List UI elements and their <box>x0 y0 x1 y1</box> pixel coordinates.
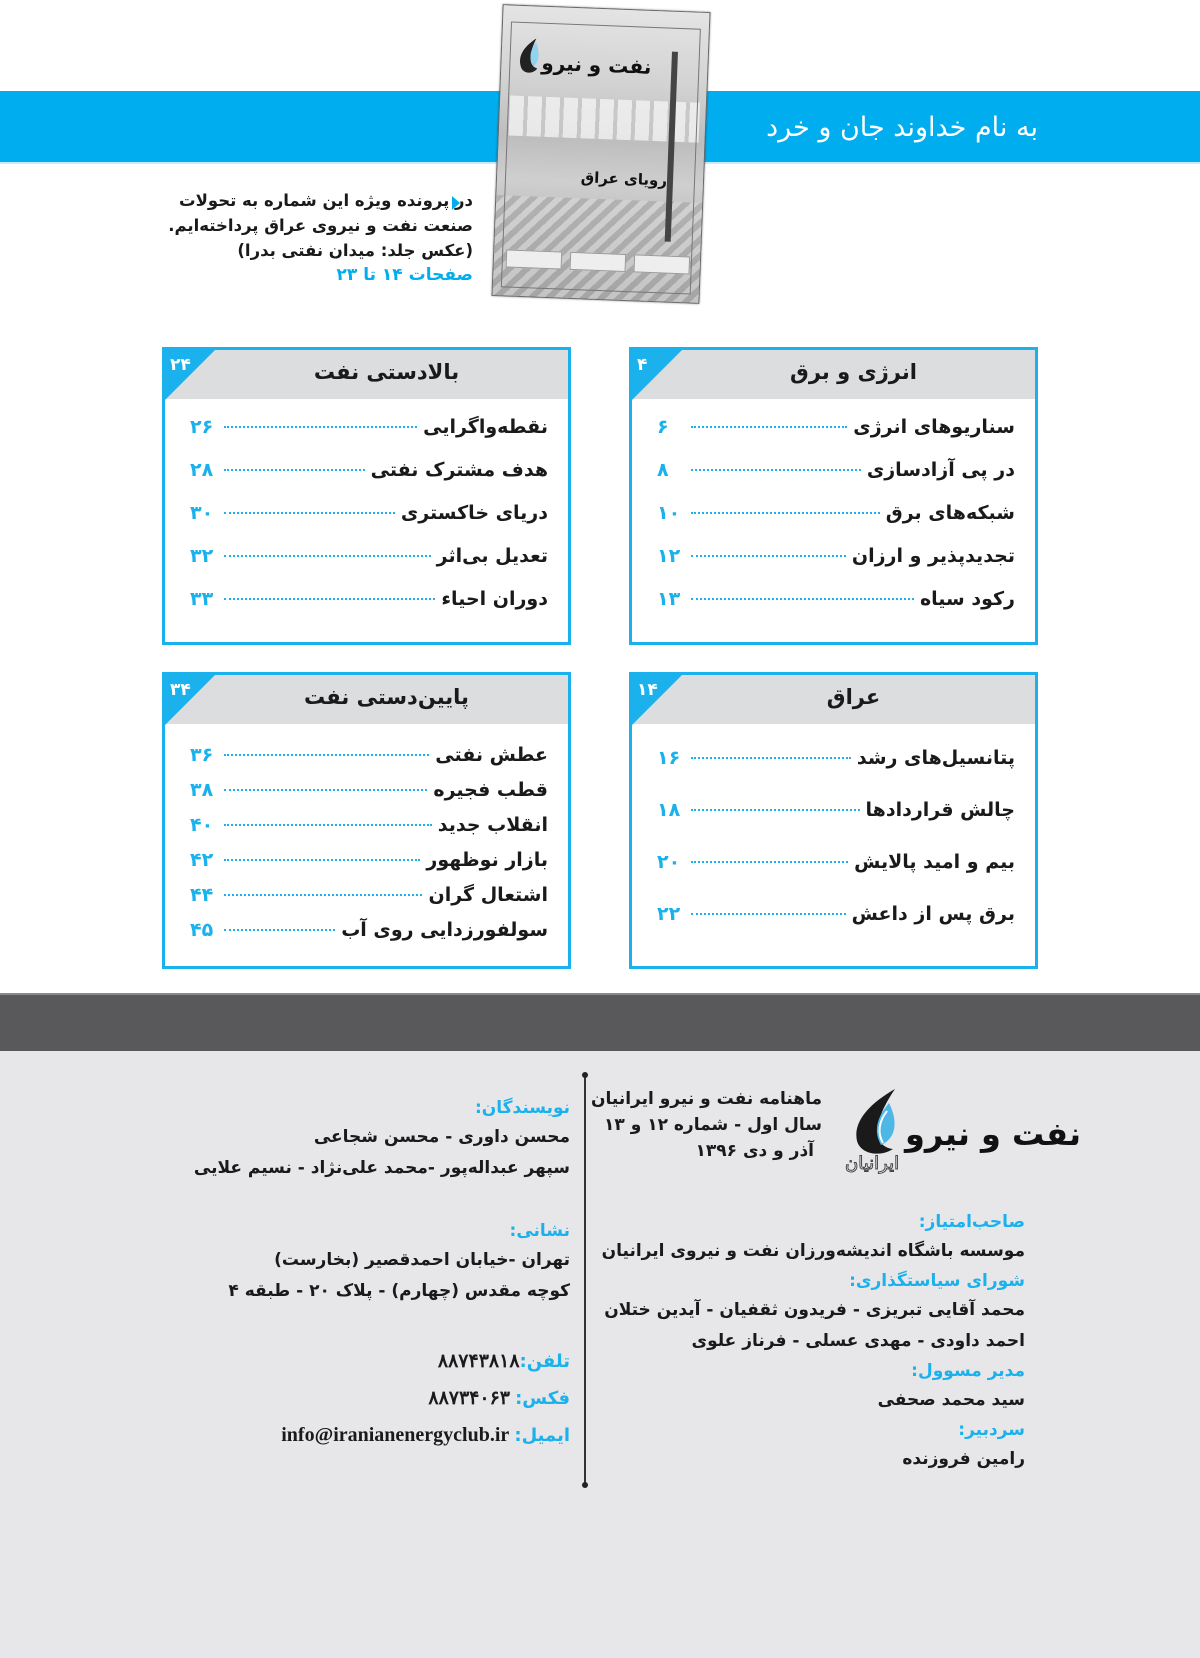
dot-leader <box>691 555 846 557</box>
policy-council-label: شورای سیاستگذاری: <box>849 1271 1025 1291</box>
toc-section-energy <box>629 347 1038 645</box>
toc-item-title: قطب فجیره <box>433 779 548 801</box>
toc-item-page: ۴۵ <box>190 919 214 941</box>
toc-item-title: پتانسیل‌های رشد <box>856 747 1015 769</box>
cover-headline: رویای عراق <box>580 168 668 190</box>
issue-number: سال اول - شماره ۱۲ و ۱۳ <box>604 1115 822 1135</box>
toc-item[interactable] <box>657 903 1015 955</box>
email-link[interactable]: info@iranianenergyclub.ir <box>281 1424 510 1446</box>
toc-item-title: شبکه‌های برق <box>885 502 1015 524</box>
toc-item-page: ۴۴ <box>190 884 214 906</box>
section-start-page: ۴ <box>637 355 648 375</box>
dot-leader <box>224 754 429 756</box>
dot-leader <box>691 426 847 428</box>
email-row <box>194 1417 570 1454</box>
toc-item-title: بازار نوظهور <box>426 849 548 871</box>
toc-item-page: ۳۰ <box>190 502 214 524</box>
toc-item[interactable] <box>657 747 1015 799</box>
toc-item-page: ۲۶ <box>190 416 214 438</box>
manager-value: سید محمد صحفی <box>877 1390 1025 1410</box>
toc-item[interactable] <box>190 779 548 814</box>
toc-item-title: تجدیدپذیر و ارزان <box>851 545 1015 567</box>
editor-label: سردبیر: <box>958 1420 1025 1440</box>
dot-leader <box>224 859 420 861</box>
toc-item-page: ۸ <box>657 459 669 481</box>
dot-leader <box>224 598 435 600</box>
toc-item[interactable] <box>190 884 548 919</box>
dot-leader <box>691 598 914 600</box>
toc-item-title: عطش نفتی <box>435 744 548 766</box>
dot-leader <box>224 929 335 931</box>
publication-name: ماهنامه نفت و نیرو ایرانیان <box>590 1089 822 1109</box>
toc-item-page: ۱۸ <box>657 799 681 821</box>
intro-line: (عکس جلد: میدان نفتی بدرا) <box>237 241 473 260</box>
section-start-page: ۱۴ <box>637 680 658 700</box>
logo-name: نفت و نیرو <box>905 1115 1081 1153</box>
toc-item[interactable] <box>190 744 548 779</box>
toc-item-title: انقلاب جدید <box>437 814 548 836</box>
toc-item-page: ۱۶ <box>657 747 681 769</box>
dot-leader <box>224 469 365 471</box>
section-start-page: ۳۴ <box>170 680 191 700</box>
owner-label: صاحب‌امتیاز: <box>918 1212 1025 1232</box>
toc-item-title: رکود سیاه <box>919 588 1015 610</box>
issue-date: آذر و دی ۱۳۹۶ <box>695 1141 814 1161</box>
flame-logo-icon <box>515 36 545 77</box>
vertical-divider <box>584 1075 586 1485</box>
dot-leader <box>691 512 880 514</box>
toc-item-page: ۱۲ <box>657 545 681 567</box>
address-value: تهران -خیابان احمدقصیر (بخارست) <box>274 1250 570 1270</box>
credits-right-column <box>602 1208 1025 1475</box>
toc-item-page: ۳۸ <box>190 779 214 801</box>
toc-item-title: دریای خاکستری <box>400 502 548 524</box>
toc-item-title: سناریوهای انرژی <box>853 416 1015 438</box>
cover-caption-box <box>506 249 563 269</box>
page-title: به نام خداوند جان و خرد <box>766 112 1038 143</box>
dot-leader <box>224 512 395 514</box>
toc-item-page: ۱۰ <box>657 502 681 524</box>
toc-item[interactable] <box>190 588 548 631</box>
toc-item-title: دوران احیاء <box>441 588 548 610</box>
manager-label: مدیر مسوول: <box>911 1361 1025 1381</box>
intro-line: در پرونده ویژه این شماره به تحولات <box>179 191 473 210</box>
owner-value: موسسه باشگاه اندیشه‌ورزان نفت و نیروی ایرانیان <box>601 1241 1025 1261</box>
toc-item-page: ۳۶ <box>190 744 214 766</box>
toc-item[interactable] <box>657 502 1015 545</box>
section-title: بالادستی نفت <box>313 360 460 384</box>
toc-item-title: بیم و امید پالایش <box>854 851 1015 873</box>
toc-item[interactable] <box>190 814 548 849</box>
dot-leader <box>691 809 860 811</box>
toc-section-iraq <box>629 672 1038 969</box>
fax-row <box>194 1380 570 1417</box>
section-title: عراق <box>826 685 881 709</box>
divider-dot <box>582 1482 588 1488</box>
dot-leader <box>691 861 848 863</box>
toc-item-title: برق پس از داعش <box>851 903 1015 925</box>
publication-info <box>591 1086 822 1164</box>
cover-story-intro <box>153 188 473 287</box>
phone-label: تلفن: <box>519 1351 570 1372</box>
policy-council-value: محمد آقایی تبریزی - فریدون ثقفیان - آیدین ختلان <box>604 1300 1025 1320</box>
cover-magazine-name: نفت و نیرو <box>541 50 652 79</box>
toc-item-page: ۱۳ <box>657 588 681 610</box>
fax-label: فکس: <box>515 1388 570 1409</box>
address-label: نشانی: <box>509 1221 570 1241</box>
toc-item-page: ۲۰ <box>657 851 681 873</box>
toc-item-title: هدف مشترک نفتی <box>370 459 548 481</box>
section-header <box>165 675 568 724</box>
toc-section-upstream <box>162 347 571 645</box>
writers-label: نویسندگان: <box>474 1098 570 1118</box>
toc-item-page: ۳۲ <box>190 545 214 567</box>
toc-item-title: تعدیل بی‌اثر <box>436 545 548 567</box>
cover-caption-box <box>633 254 690 274</box>
dot-leader <box>224 426 417 428</box>
cover-caption-box <box>570 252 627 272</box>
toc-item[interactable] <box>657 799 1015 851</box>
toc-item[interactable] <box>190 849 548 884</box>
section-header <box>632 675 1035 724</box>
toc-item-page: ۶ <box>657 416 669 438</box>
toc-item[interactable] <box>190 919 548 954</box>
toc-item-title: نقطه‌واگرایی <box>423 416 548 438</box>
dot-leader <box>224 555 431 557</box>
credits-left-column <box>194 1094 570 1454</box>
phone-value[interactable]: ۸۸۷۴۳۸۱۸ <box>437 1350 520 1372</box>
toc-item-page: ۲۲ <box>657 903 681 925</box>
phone-row <box>194 1343 570 1380</box>
toc-item[interactable] <box>657 459 1015 502</box>
section-title: انرژی و برق <box>790 360 917 384</box>
toc-item-page: ۴۲ <box>190 849 214 871</box>
section-title: پایین‌دستی نفت <box>304 685 469 709</box>
toc-item[interactable] <box>657 588 1015 631</box>
writers-value: محسن داوری - محسن شجاعی <box>313 1127 570 1147</box>
toc-item[interactable] <box>657 416 1015 459</box>
toc-item-title: در پی آزادسازی <box>866 459 1015 481</box>
toc-item[interactable] <box>190 459 548 502</box>
divider-bar <box>0 993 1200 1051</box>
toc-item-title: چالش قراردادها <box>865 799 1015 821</box>
writers-value: سپهر عبداله‌پور -محمد علی‌نژاد - نسیم علایی <box>193 1158 570 1178</box>
intro-pages-link[interactable]: صفحات ۱۴ تا ۲۳ <box>336 265 473 285</box>
dot-leader <box>224 894 422 896</box>
toc-item[interactable] <box>657 851 1015 903</box>
toc-item[interactable] <box>657 545 1015 588</box>
section-header <box>165 350 568 399</box>
fax-value: ۸۸۷۳۴۰۶۳ <box>428 1387 510 1409</box>
dot-leader <box>691 913 846 915</box>
section-start-page: ۲۴ <box>170 355 191 375</box>
dot-leader <box>224 789 427 791</box>
address-value: کوچه مقدس (چهارم) - پلاک ۲۰ - طبقه ۴ <box>228 1281 570 1301</box>
toc-item-page: ۴۰ <box>190 814 214 836</box>
toc-item[interactable] <box>190 502 548 545</box>
divider-dot <box>582 1072 588 1078</box>
dot-leader <box>691 757 851 759</box>
toc-item-page: ۲۸ <box>190 459 214 481</box>
magazine-cover-image <box>491 4 710 304</box>
editor-value: رامین فروزنده <box>902 1449 1025 1469</box>
magazine-logo <box>845 1085 1081 1185</box>
toc-item-title: اشتعال گران <box>428 884 548 906</box>
dot-leader <box>224 824 432 826</box>
toc-item-page: ۳۳ <box>190 588 214 610</box>
toc-section-downstream <box>162 672 571 969</box>
toc-item-title: سولفورزدایی روی آب <box>341 919 548 941</box>
policy-council-value: احمد داودی - مهدی عسلی - فرناز علوی <box>691 1331 1025 1351</box>
dot-leader <box>691 469 861 471</box>
toc-item[interactable] <box>190 416 548 459</box>
toc-item[interactable] <box>190 545 548 588</box>
logo-subtitle: ایرانیان <box>845 1153 900 1174</box>
email-label: ایمیل: <box>514 1425 570 1446</box>
intro-line: صنعت نفت و نیروی عراق پرداخته‌ایم. <box>168 216 473 235</box>
section-header <box>632 350 1035 399</box>
